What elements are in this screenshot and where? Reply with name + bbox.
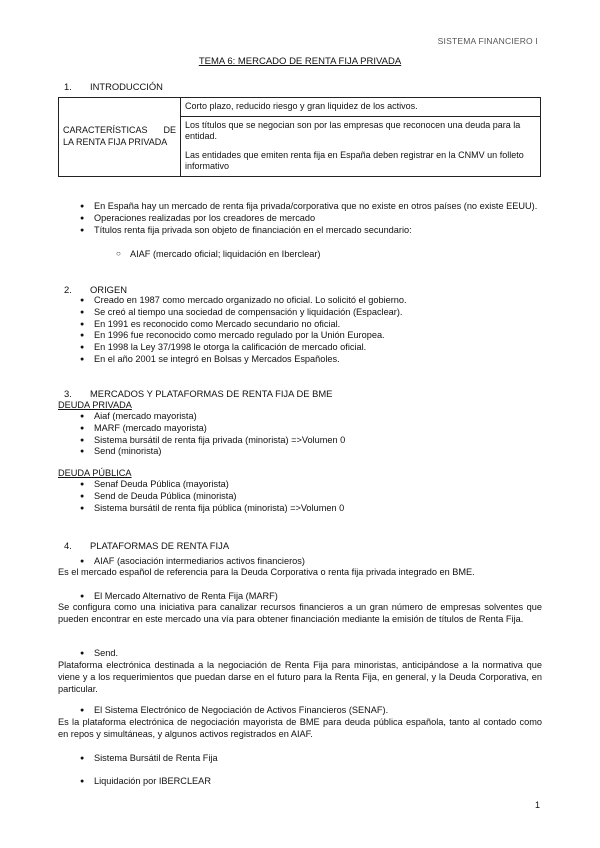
table-cell-text: Los títulos que se negocian son por las empresas que reconocen una deuda para la entidad. [185,119,521,142]
platform-aiaf [80,556,540,568]
list-item: ● En España hay un mercado de renta fija privada/corporativa que no existe en otros países (no existe EEUU). [80,201,542,213]
table-cell-text: Corto plazo, reducido riesgo y gran liquidez de los activos. [185,101,418,111]
list-item: ● Aiaf (mercado mayorista) [80,411,540,423]
platform-iberclear [80,776,540,788]
list-item: ● En 1996 fue reconocido como mercado regulado por la Unión Europea. [80,330,540,342]
section-1-title [64,81,163,93]
list-item: ● En 1991 es reconocido como Mercado secundario no oficial. [80,319,540,331]
list-item: ● Senaf Deuda Pública (mayorista) [80,479,540,491]
table-left-cell: CARACTERÍSTICAS DE LA RENTA FIJA PRIVADA [59,98,181,177]
platform-description: Es la plataforma electrónica de negociación mayorista de BME para deuda pública española, tanto al contado como en repos y simultáneas, y algunos activos registrados en AIAF. [58,717,542,739]
deuda-publica-list [80,479,540,514]
list-item: ● Send de Deuda Pública (minorista) [80,491,540,503]
list-item: ● MARF (mercado mayorista) [80,423,540,435]
section-1-bullets [80,201,542,236]
platform-senaf [80,705,540,717]
page-number: 1 [534,800,540,811]
list-item: ● Títulos renta fija privada son objeto de financiación en el mercado secundario: [80,225,542,237]
section-4-label: PLATAFORMAS DE RENTA FIJA [90,540,230,551]
deuda-publica-heading: DEUDA PÚBLICA [58,468,132,478]
platform-description: Se configura como una iniciativa para canalizar recursos financieros a un gran número de empresas solventes que pueden encontrar en este mercado una vía para obtener financiación mediante la emisión de títulos de Renta Fija. [58,602,542,624]
section-1-number: 1. [64,81,72,92]
document-title: TEMA 6: MERCADO DE RENTA FIJA PRIVADA [198,56,402,67]
list-item: ● Operaciones realizadas por los creadores de mercado [80,213,542,225]
section-2-label: ORIGEN [90,284,127,295]
platform-description: Es el mercado español de referencia para la Deuda Corporativa o renta fija privada integrado en BME. [58,567,475,577]
list-item: ○ AIAF (mercado oficial; liquidación en Iberclear) [116,249,516,261]
section-4-title [64,540,229,552]
section-3-title [64,388,332,400]
deuda-privada-list [80,411,540,458]
characteristics-table [58,97,541,177]
table-cell-text: Las entidades que emiten renta fija en España deben registrar en la CNMV un folleto informativo [185,149,524,172]
section-3-number: 3. [64,388,72,399]
platform-heading: ● AIAF (asociación intermediarios activos financieros) [80,556,540,568]
table-row-1 [181,98,541,117]
list-item: ● Se creó al tiempo una sociedad de compensación y liquidación (Espaclear). [80,307,540,319]
deuda-privada-heading: DEUDA PRIVADA [58,400,132,410]
section-3-label: MERCADOS Y PLATAFORMAS DE RENTA FIJA DE BME [90,388,333,399]
list-item: ● Send (minorista) [80,446,540,458]
list-item: ● Sistema bursátil de renta fija privada (minorista) =>Volumen 0 [80,435,540,447]
section-1-subbullets [116,249,516,261]
platform-description: Plataforma electrónica destinada a la negociación de Renta Fija para minoristas, anticipándose a la normativa que viene y a los requerimientos que puedan darse en el futuro para la Renta Fija, en general, y la Deuda Corporativa, en particular. [58,660,542,694]
platform-sistema-bursatil [80,753,540,765]
platform-send [80,648,540,660]
list-item: ● En el año 2001 se integró en Bolsas y Mercados Españoles. [80,354,540,366]
platform-heading: ● Sistema Bursátil de Renta Fija [80,753,540,765]
section-2-bullets [80,295,540,366]
platform-heading: ● Send. [80,648,540,660]
platform-heading: ● El Sistema Electrónico de Negociación de Activos Financieros (SENAF). [80,705,540,717]
platform-heading: ● Liquidación por IBERCLEAR [80,776,540,788]
platform-heading: ● El Mercado Alternativo de Renta Fija (MARF) [80,591,540,603]
list-item: ● Creado en 1987 como mercado organizado no oficial. Lo solicitó el gobierno. [80,295,540,307]
section-4-number: 4. [64,540,72,551]
table-row-2 [181,116,541,176]
platform-marf [80,591,540,603]
running-header: SISTEMA FINANCIERO I [437,36,538,46]
section-1-label: INTRODUCCIÓN [90,81,163,92]
list-item: ● En 1998 la Ley 37/1998 le otorga la calificación de mercado oficial. [80,342,540,354]
list-item: ● Sistema bursátil de renta fija pública (minorista) =>Volumen 0 [80,503,540,515]
section-2-number: 2. [64,284,72,295]
